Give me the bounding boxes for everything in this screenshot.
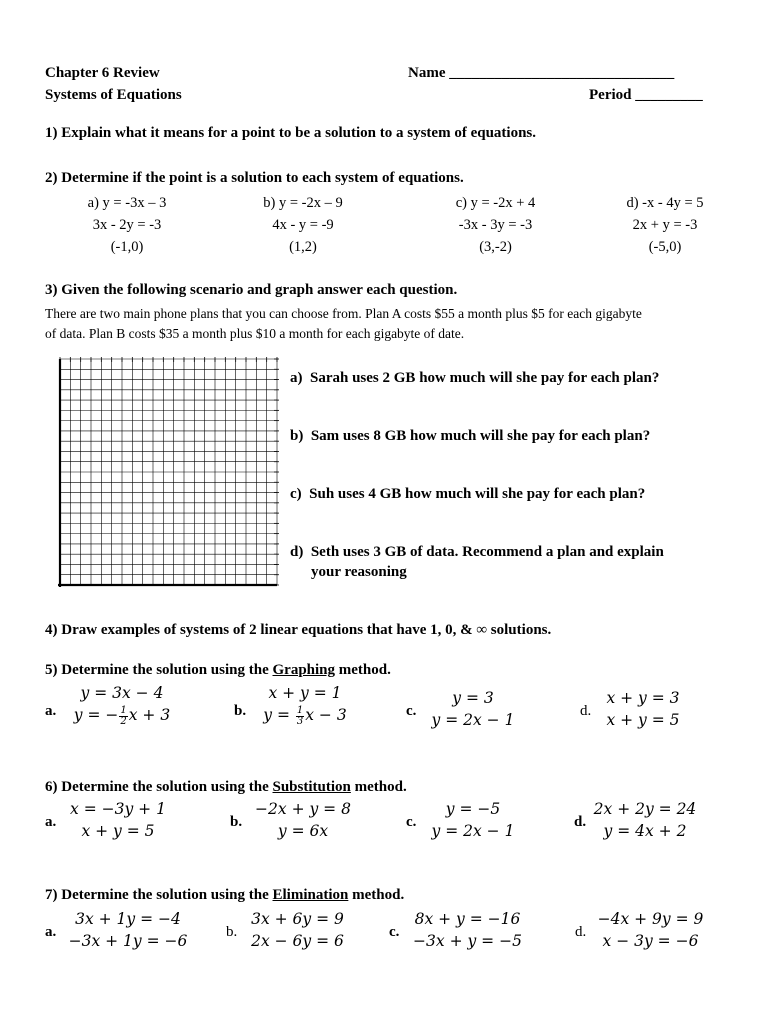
- fraction: $\frac{1}{2}$: [120, 704, 127, 727]
- q3-part-d: [290, 544, 664, 561]
- q6-system-b: [248, 798, 358, 842]
- q6-method: Substitution: [272, 779, 351, 795]
- name-field: Name ______________________________: [408, 65, 675, 81]
- q7-method: Elimination: [272, 887, 349, 903]
- question-1: 1) Explain what it means for a point to be a solution to a system of equations.: [45, 125, 537, 141]
- q5-method: Graphing: [272, 662, 336, 678]
- q5-a-eq1: y = 3x − 4: [80, 684, 164, 702]
- q5-system-c: [418, 687, 528, 731]
- q6-a-label: a.: [45, 814, 57, 830]
- q2-system-c: [428, 192, 563, 258]
- q6-c-label: c.: [406, 814, 417, 830]
- q3-b-text: Sam uses 8 GB how much will she pay for each plan?: [310, 428, 651, 444]
- q5-c-eq2: y = 2x − 1: [431, 711, 515, 729]
- q6-suffix: method.: [350, 779, 407, 795]
- q7-d-label: d.: [575, 924, 587, 940]
- q6-c-eq2: y = 2x − 1: [431, 822, 515, 840]
- q7-c-label: c.: [389, 924, 400, 940]
- q5-a-eq2: y = − $\frac{1}{2}$ x + 3: [73, 704, 171, 727]
- q2-c-eq1: c) y = -2x + 4: [455, 195, 536, 211]
- q6-d-eq1: 2x + 2y = 24: [593, 800, 697, 818]
- q5-system-a: [62, 682, 182, 727]
- q5-a-label: a.: [45, 703, 57, 719]
- q7-c-eq1: 8x + y = −16: [414, 910, 521, 928]
- q7-b-eq2: 2x − 6y = 6: [251, 932, 344, 950]
- q3-c-label: c): [290, 486, 302, 502]
- q6-a-eq1: x = −3y + 1: [70, 800, 166, 818]
- q6-d-eq2: y = 4x + 2: [603, 822, 687, 840]
- q5-b-eq2: y = $\frac{1}{3}$ x − 3: [263, 704, 347, 727]
- q6-c-eq1: y = −5: [445, 800, 501, 818]
- q5-b-eq1: x + y = 1: [268, 684, 342, 702]
- period-field: Period _________: [589, 87, 703, 103]
- q5-b-label: b.: [234, 703, 247, 719]
- q3-d-text-line2: your reasoning: [311, 564, 407, 580]
- q5-c-label: c.: [406, 703, 417, 719]
- q3-d-label: d): [290, 544, 304, 560]
- q2-a-point: (-1,0): [110, 239, 144, 255]
- q7-c-eq2: −3x + y = −5: [413, 932, 522, 950]
- coordinate-grid[interactable]: [55, 357, 282, 590]
- q5-prefix: 5) Determine the solution using the: [45, 662, 273, 678]
- q2-system-d: [600, 192, 730, 258]
- q5-system-d: [593, 687, 693, 731]
- q2-a-eq2: 3x - 2y = -3: [92, 217, 162, 233]
- q3-a-label: a): [290, 370, 303, 386]
- chapter-title: Chapter 6 Review: [45, 65, 160, 81]
- q6-b-eq1: −2x + y = 8: [255, 800, 351, 818]
- question-3: 3) Given the following scenario and graph answer each question.: [45, 282, 458, 298]
- q6-prefix: 6) Determine the solution using the: [45, 779, 273, 795]
- q7-a-label: a.: [45, 924, 57, 940]
- q3-a-text: Sarah uses 2 GB how much will she pay for each plan?: [310, 370, 660, 386]
- q7-system-c: [405, 908, 530, 952]
- q7-a-eq1: 3x + 1y = −4: [75, 910, 181, 928]
- scenario-line-2: of data. Plan B costs $35 a month plus $10 a month for each gigabyte of date.: [45, 326, 465, 341]
- q6-d-label: d.: [574, 814, 587, 830]
- q6-b-label: b.: [230, 814, 243, 830]
- q7-prefix: 7) Determine the solution using the: [45, 887, 273, 903]
- q2-c-eq2: -3x - 3y = -3: [458, 217, 533, 233]
- q7-suffix: method.: [348, 887, 405, 903]
- q6-system-d: [585, 798, 705, 842]
- q3-c-text: Suh uses 4 GB how much will she pay for each plan?: [309, 486, 646, 502]
- q3-part-c: [290, 486, 645, 503]
- q2-a-eq1: a) y = -3x – 3: [87, 195, 167, 211]
- q5-c-eq1: y = 3: [452, 689, 494, 707]
- q2-b-eq2: 4x - y = -9: [272, 217, 334, 233]
- q7-d-eq1: −4x + 9y = 9: [597, 910, 704, 928]
- q3-part-b: [290, 428, 650, 445]
- q2-d-eq1: d) -x - 4y = 5: [626, 195, 704, 211]
- q7-d-eq2: x − 3y = −6: [602, 932, 699, 950]
- q7-system-b: [240, 908, 355, 952]
- q6-system-a: [58, 798, 178, 842]
- q6-b-eq2: y = 6x: [277, 822, 329, 840]
- q2-b-eq1: b) y = -2x – 9: [263, 195, 343, 211]
- fraction: $\frac{1}{3}$: [296, 704, 304, 727]
- q7-b-label: b.: [226, 924, 238, 940]
- q7-a-eq2: −3x + 1y = −6: [68, 932, 188, 950]
- question-2: 2) Determine if the point is a solution to each system of equations.: [45, 170, 464, 186]
- q2-c-point: (3,-2): [479, 239, 512, 255]
- q2-system-b: [238, 192, 368, 258]
- question-6: [45, 779, 407, 796]
- q3-b-label: b): [290, 428, 304, 444]
- scenario-line-1: There are two main phone plans that you can choose from. Plan A costs $55 a month plus $5 for each gigabyte: [45, 306, 642, 321]
- q2-b-point: (1,2): [289, 239, 317, 255]
- q6-a-eq2: x + y = 5: [81, 822, 155, 840]
- q5-d-eq1: x + y = 3: [606, 689, 680, 707]
- q5-suffix: method.: [335, 662, 391, 678]
- q5-system-b: [250, 682, 360, 727]
- q6-system-c: [418, 798, 528, 842]
- q3-part-a: [290, 370, 659, 387]
- q7-system-a: [58, 908, 198, 952]
- question-7: [45, 887, 404, 904]
- q5-d-label: d.: [580, 703, 592, 719]
- question-4: 4) Draw examples of systems of 2 linear equations that have 1, 0, & ∞ solutions.: [45, 622, 552, 638]
- subject-title: Systems of Equations: [45, 87, 182, 103]
- question-5: [45, 662, 391, 679]
- q2-d-point: (-5,0): [648, 239, 682, 255]
- q7-system-d: [588, 908, 713, 952]
- q2-d-eq2: 2x + y = -3: [632, 217, 698, 233]
- q3-d-text: Seth uses 3 GB of data. Recommend a plan and explain: [310, 544, 664, 560]
- q5-d-eq2: x + y = 5: [606, 711, 680, 729]
- q2-system-a: [62, 192, 192, 258]
- q7-b-eq1: 3x + 6y = 9: [251, 910, 344, 928]
